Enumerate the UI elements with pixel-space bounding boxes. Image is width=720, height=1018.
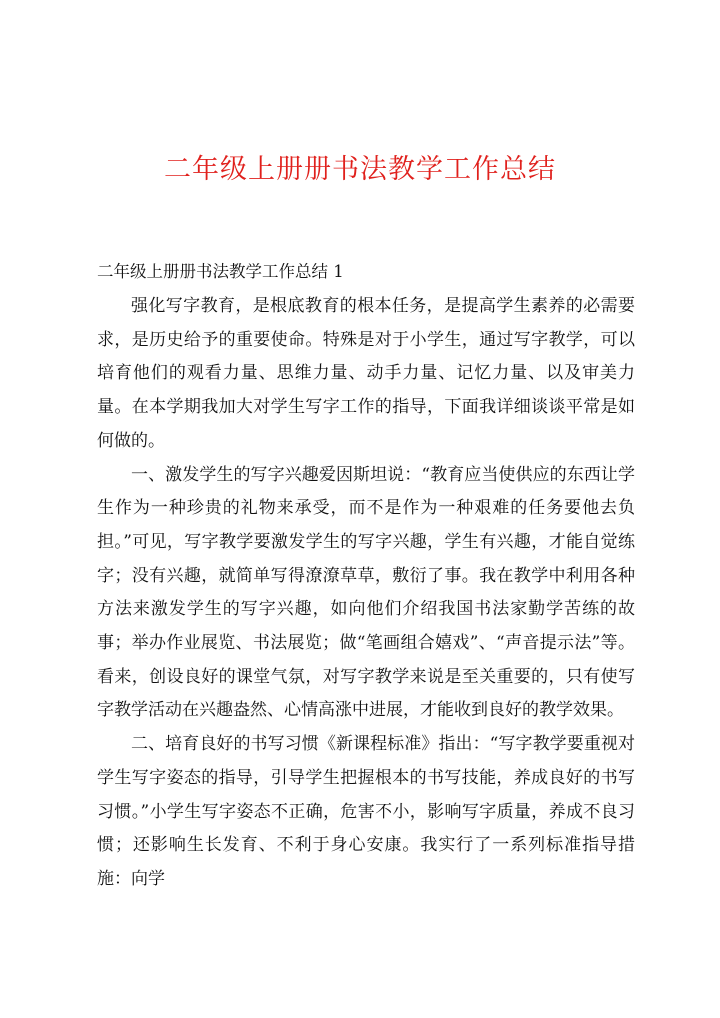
paragraph-interest: 一、激发学生的写字兴趣爱因斯坦说：“教育应当使供应的东西让学生作为一种珍贵的礼物来承受，而不是作为一种艰难的任务要他去负担。”可见，写字教学要激发学生的写字兴趣，学生有兴趣，才能自觉练字；没有兴趣，就简单写得潦潦草草，敷衍了事。我在教学中利用各种方法来激发学生的写字兴趣，如向他们介绍我国书法家勤学苦练的故事；举办作业展览、书法展览；做“笔画组合嬉戏”、“声音提示法”等。看来，创设良好的课堂气氛，对写字教学来说是至关重要的，只有使写字教学活动在兴趣盎然、心情高涨中进展，才能收到良好的教学效果。 [97, 464, 635, 721]
paragraph-habits: 二、培育良好的书写习惯《新课程标准》指出：“写字教学要重视对学生写字姿态的指导，引导学生把握根本的书写技能，养成良好的书写习惯。”小学生写字姿态不正确，危害不小，影响写字质量，养成不良习惯；还影响生长发育、不利于身心安康。我实行了一系列标准指导措施：向学 [97, 734, 635, 889]
document-body [97, 255, 635, 897]
paragraph-intro: 强化写字教育，是根底教育的根本任务，是提高学生素养的必需要求，是历史给予的重要使命。特殊是对于小学生，通过写字教学，可以培育他们的观看力量、思维力量、动手力量、记忆力量、以及审美力量。在本学期我加大对学生写字工作的指导，下面我详细谈谈平常是如何做的。 [97, 296, 635, 451]
document-title: 二年级上册册书法教学工作总结 [164, 154, 556, 185]
section-heading: 二年级上册册书法教学工作总结 1 [97, 262, 344, 281]
